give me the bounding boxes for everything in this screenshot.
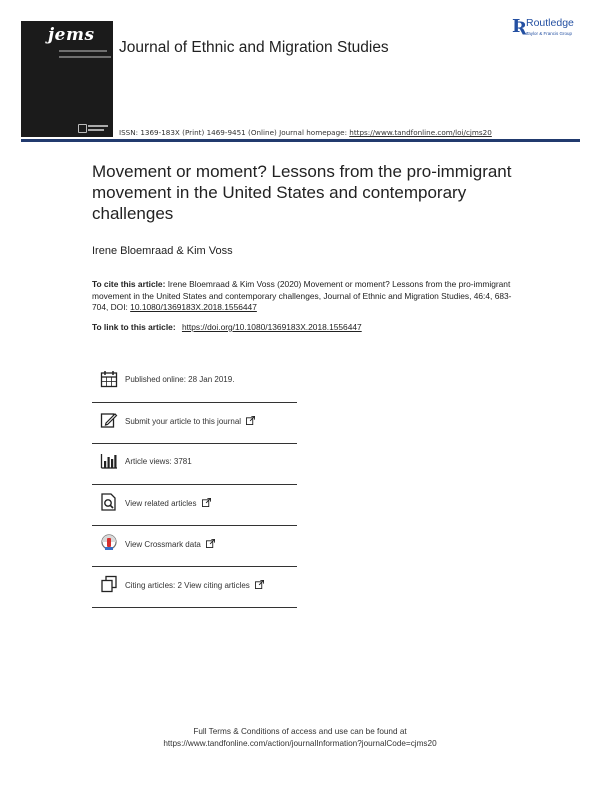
meta-row-submit[interactable]: [92, 403, 297, 444]
external-link-icon: [206, 539, 215, 548]
document-search-icon: [100, 493, 118, 511]
article-authors: Irene Bloemraad & Kim Voss: [92, 245, 233, 257]
related-articles-link[interactable]: [125, 498, 211, 508]
issn-line: [119, 128, 492, 137]
article-meta-list: [92, 362, 297, 608]
crossmark-icon: [100, 534, 118, 552]
meta-row-crossmark[interactable]: [92, 526, 297, 567]
cover-publisher-line: [88, 129, 104, 131]
submit-article-link[interactable]: [125, 416, 255, 426]
cover-publisher-line: [88, 125, 108, 127]
citation-doi-link[interactable]: 10.1080/1369183X.2018.1556447: [130, 302, 257, 312]
issn-text: ISSN: 1369-183X (Print) 1469-9451 (Online) Journal homepage:: [119, 128, 347, 137]
external-link-icon: [255, 580, 264, 589]
article-link-line: [92, 322, 362, 332]
calendar-icon: [100, 370, 118, 388]
article-views: Article views: 3781: [125, 457, 192, 466]
copy-documents-icon: [100, 575, 118, 593]
meta-row-views: [92, 444, 297, 485]
external-link-icon: [202, 498, 211, 507]
publisher-logo: [512, 16, 592, 40]
cover-subtitle-line: [59, 56, 111, 58]
journal-homepage-link[interactable]: https://www.tandfonline.com/loi/cjms20: [349, 128, 492, 137]
crossmark-label: View Crossmark data: [125, 540, 201, 549]
footer-terms-link[interactable]: https://www.tandfonline.com/action/journalInformation?journalCode=cjms20: [163, 739, 437, 748]
journal-cover-image: [21, 21, 113, 137]
citing-articles-label: Citing articles: 2 View citing articles: [125, 581, 250, 590]
article-link-label: To link to this article:: [92, 322, 176, 332]
article-doi-link[interactable]: https://doi.org/10.1080/1369183X.2018.1556447: [181, 322, 362, 332]
publisher-tagline: Taylor & Francis Group: [526, 31, 573, 36]
footer-terms-text: Full Terms & Conditions of access and use can be found at: [193, 727, 407, 736]
meta-row-citing[interactable]: [92, 567, 297, 608]
cover-publisher-icon: [78, 124, 87, 133]
citation-text: Irene Bloemraad & Kim Voss (2020) Movement or moment? Lessons from the pro-immigrant movement in the United States and contemporary challenges, Journal of Ethnic and Migration Studies, 46:4, 683-704, DOI:: [92, 279, 512, 312]
article-title: Movement or moment? Lessons from the pro-immigrant movement in the United States and contemporary challenges: [92, 162, 512, 223]
crossmark-link[interactable]: [125, 539, 215, 549]
bar-chart-icon: [100, 452, 118, 470]
publisher-name: Routledge: [526, 17, 574, 29]
routledge-r-icon: Ʀ: [512, 16, 527, 37]
citing-articles-link[interactable]: [125, 580, 264, 590]
edit-icon: [100, 411, 118, 429]
header-divider: [21, 139, 580, 142]
related-articles-label: View related articles: [125, 499, 197, 508]
citation-block: [92, 279, 522, 314]
meta-row-related[interactable]: [92, 485, 297, 526]
cover-brand: jems: [48, 25, 95, 45]
citation-label: To cite this article:: [92, 279, 166, 289]
journal-title: Journal of Ethnic and Migration Studies: [119, 39, 389, 56]
external-link-icon: [246, 416, 255, 425]
submit-article-label: Submit your article to this journal: [125, 417, 242, 426]
cover-subtitle-line: [59, 50, 107, 52]
meta-row-published: [92, 362, 297, 403]
published-date: Published online: 28 Jan 2019.: [125, 375, 235, 384]
footer-terms: [0, 726, 600, 750]
